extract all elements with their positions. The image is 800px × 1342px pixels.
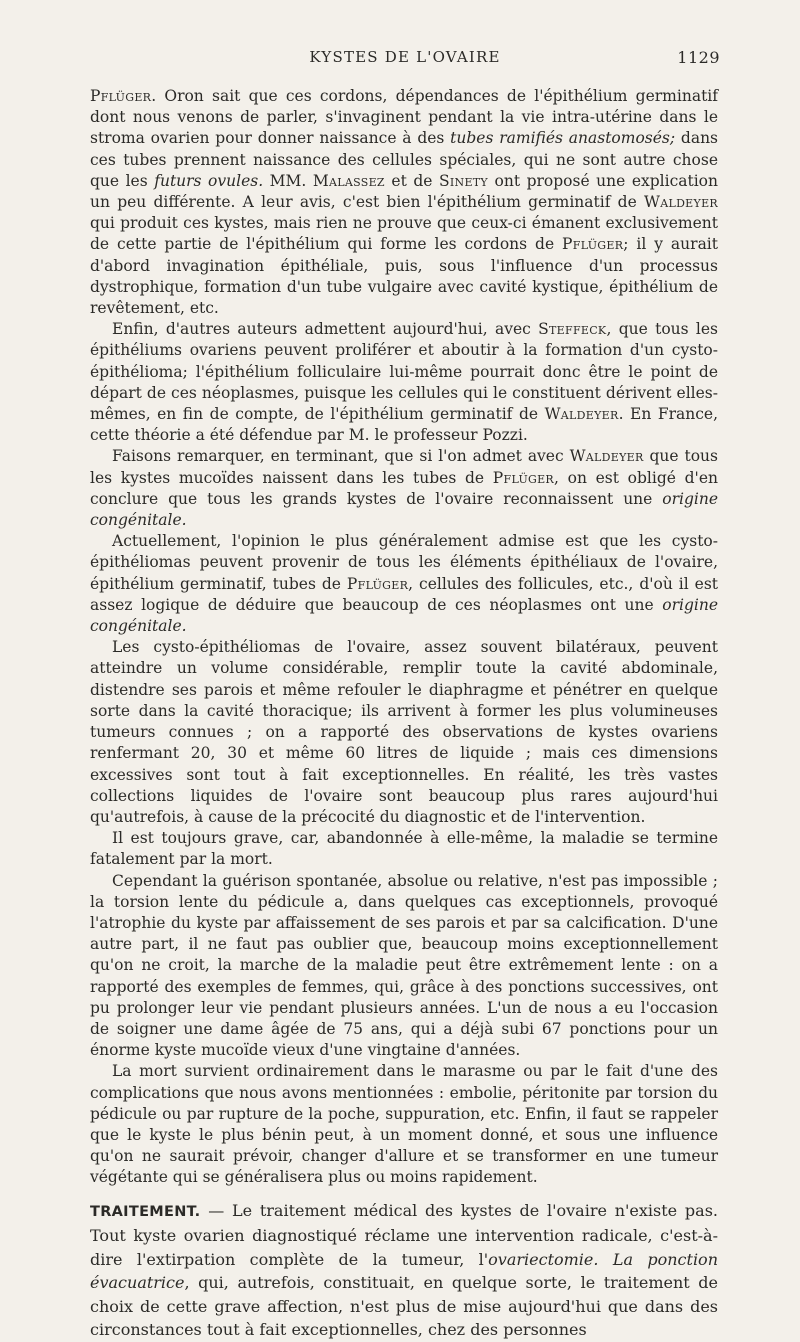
author-name: Malassez <box>312 171 385 190</box>
paragraph <box>90 1061 718 1188</box>
text-run: , qui, autrefois, constituait, en quelque sorte, le traitement de choix de cette grave affection, n'est plus de mise aujourd'hui que dans des circonstances tout à fait exceptionnelles, chez des personnes <box>90 1273 718 1340</box>
italic-run: futurs ovules. <box>154 171 264 190</box>
text-run: ont proposé une explication un peu différente. A leur avis, c'est bien l'épithélium germinatif de <box>90 171 718 212</box>
italic-run: origine congénitale. <box>90 489 718 530</box>
text-run: . Oron sait que ces cordons, dépendances de l'épithélium germinatif dont nous venons de parler, s'invaginent pendant la vie intra-utérine dans le stroma ovarien pour donner naissance à des <box>90 87 718 148</box>
text-run: , on est obligé d'en conclure que tous les grands kystes de l'ovaire reconnaissent une <box>90 468 718 508</box>
italic-run: tubes ramifiés anastomosés; <box>450 129 676 148</box>
treatment-paragraph <box>90 1199 718 1342</box>
text-run: qui produit ces kystes, mais rien ne prouve que ceux-ci émanent exclusivement de cette partie de l'épithélium qui forme les cordons de <box>90 214 718 254</box>
text-run: MM. <box>263 171 313 190</box>
paragraph <box>90 531 718 637</box>
author-name: Pflüger <box>346 574 409 593</box>
text-run: Il est toujours grave, car, abandonnée à elle-même, la maladie se termine fatalement par la mort. <box>90 829 718 869</box>
italic-run: origine congénitale. <box>90 595 718 636</box>
author-name: Waldeyer <box>569 447 644 466</box>
page-number: 1129 <box>677 48 720 67</box>
paragraph <box>90 637 718 828</box>
text-run <box>598 1250 612 1269</box>
text-run: La mort survient ordinairement dans le marasme ou par le fait d'une des complications que nous avons mentionnées : embolie, péritonite par torsion du pédicule ou par rupture de la poche, suppuration, etc. Enfin, il faut se rappeler que le kyste le plus bénin peut, à un moment donné, et sous une influence qu'on ne saurait prévoir, changer d'allure et se transformer en une tumeur végétante qui se généralisera plus ou moins rapidement. <box>90 1062 718 1187</box>
running-title: KYSTES DE L'OVAIRE <box>309 48 501 66</box>
text-run: , cellules des follicules, etc., d'où il est assez logique de déduire que beaucoup de ces néoplasmes ont une <box>90 574 719 614</box>
author-name: Steffeck <box>538 320 607 339</box>
author-name: Sinety <box>438 171 488 190</box>
text-run: — Le traitement médical des kystes de l'ovaire n'existe pas. Tout kyste ovarien diagnostiqué réclame une intervention radicale, c'est-à-dire l'extirpation complète de la tumeur, l' <box>90 1200 718 1269</box>
text-run: et de <box>384 171 439 190</box>
paragraph <box>90 828 718 870</box>
text-run: dans ces tubes prennent naissance des cellules spéciales, qui ne sont autre chose que les <box>90 129 719 190</box>
text-run: . En France, cette théorie a été défendue par M. le professeur Pozzi. <box>90 405 719 445</box>
page-header <box>90 48 720 72</box>
paragraph <box>90 319 718 446</box>
author-name: Waldeyer <box>643 193 718 212</box>
section-heading: TRAITEMENT. <box>90 1203 201 1220</box>
italic-run: La ponction évacuatrice <box>90 1249 718 1293</box>
text-run: Actuellement, l'opinion le plus généralement admise est que les cysto-épithéliomas peuvent provenir de tous les éléments épithéliaux de l'ovaire, épithélium germinatif, tubes de <box>90 532 718 593</box>
italic-run: ovariectomie. <box>488 1249 599 1269</box>
author-name: Waldeyer <box>544 405 619 424</box>
text-run: Les cysto-épithéliomas de l'ovaire, assez souvent bilatéraux, peuvent atteindre un volume considérable, remplir toute la cavité abdominale, distendre ses parois et même refouler le diaphragme et pénétrer en quelque sorte dans la cavité thoracique; ils arrivent à former les plus volumineuses tumeurs connues ; on a rapporté des observations de kystes ovariens renfermant 20, 30 et même 60 litres de liquide ; mais ces dimensions excessives sont tout à fait exceptionnelles. En réalité, les très vastes collections liquides de l'ovaire sont beaucoup plus rares aujourd'hui qu'autrefois, à cause de la précocité du diagnostic et de l'intervention. <box>90 638 718 826</box>
text-run: que tous les kystes mucoïdes naissent dans les tubes de <box>90 447 718 487</box>
body-text <box>90 86 718 1342</box>
author-name: Pflüger <box>90 87 152 105</box>
text-run: Faisons remarquer, en terminant, que si l'on admet avec <box>112 447 570 466</box>
paragraph <box>90 86 718 319</box>
text-run: Enfin, d'autres auteurs admettent aujourd'hui, avec <box>112 320 539 339</box>
text-run: ; il y aurait d'abord invagination épithéliale, puis, sous l'influence d'un processus dystrophique, formation d'un tube vulgaire avec cavité kystique, épithélium de revêtement, etc. <box>90 235 718 318</box>
text-run: , que tous les épithéliums ovariens peuvent proliférer et aboutir à la formation d'un cysto-épithélioma; l'épithélium folliculaire lui-même pourrait donc être le point de départ de ces néoplasmes, puisque les cellules qui le constituent dérivent elles-mêmes, en fin de compte, de l'épithélium germinatif de <box>90 320 718 424</box>
author-name: Pflüger <box>492 468 555 487</box>
text-run: Cependant la guérison spontanée, absolue ou relative, n'est pas impossible ; la torsion lente du pédicule a, dans quelques cas exceptionnels, provoqué l'atrophie du kyste par affaissement de ses parois et par sa calcification. D'une autre part, il ne faut pas oublier que, beaucoup moins exceptionnellement qu'on ne croit, la marche de la maladie peut être extrêmement lente : on a rapporté des exemples de femmes, qui, grâce à des ponctions successives, ont pu prolonger leur vie pendant plusieurs années. L'un de nous a eu l'occasion de soigner une dame âgée de 75 ans, qui a déjà subi 67 ponctions pour un énorme kyste mucoïde vieux d'une vingtaine d'années. <box>90 871 718 1060</box>
paragraph <box>90 871 718 1062</box>
author-name: Pflüger <box>562 235 624 254</box>
paragraph <box>90 446 718 531</box>
